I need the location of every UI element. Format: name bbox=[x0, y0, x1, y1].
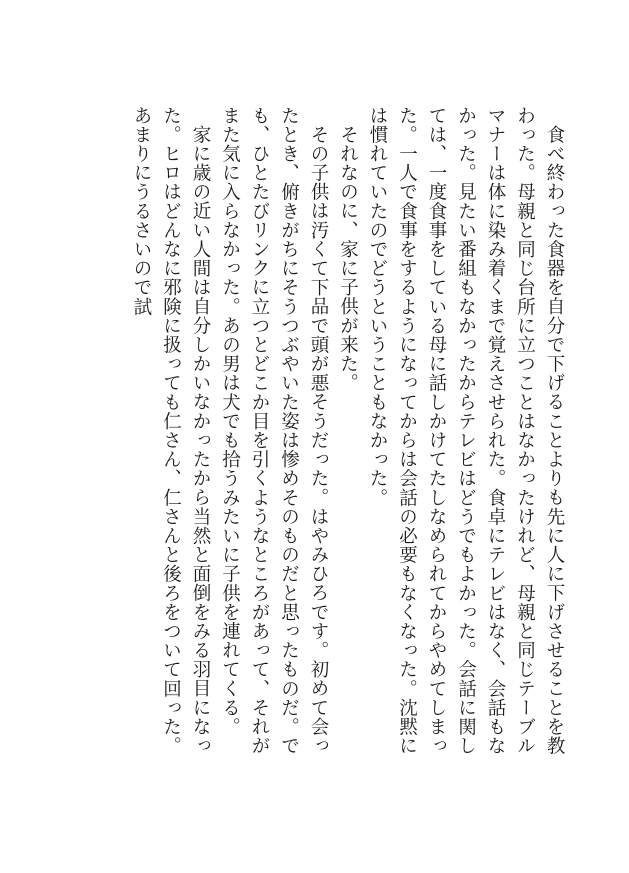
paragraph-3: その子供は汚くて下品で頭が悪そうだった。はやみひろです。初めて会ったとき、俯きがちにそうつぶやいた姿は惨めそのものだと思ったものだ。でも、ひとたびリンクに立つとどこか目を引くようなところがあって、それがまた気に入らなかった。あの男は犬でも拾うみたいに子供を連れてくる。 bbox=[219, 106, 329, 756]
paragraph-1: 食べ終わった食器を自分で下げることよりも先に人に下げさせることを教わった。母親と同じ台所に立つことはなかったけれど、母親と同じテーブルマナーは体に染み着くまで覚えさせられた。食卓にテレビはなく、会話もなかった。見たい番組もなかったからテレビはどうでもよかった。会話に関しては、一度食事をしている母に話しかけてたしなめられてからやめてしまった。一人で食事をするようになってからは会話の必要もなくなった。沈黙には慣れていたのでどうということもなかった。 bbox=[367, 106, 565, 756]
paragraph-4: 家に歳の近い人間は自分しかいなかったから当然と面倒をみる羽目になった。ヒロはどんなに邪険に扱っても仁さん、仁さんと後ろをついて回った。あまりにうるさいので試 bbox=[131, 106, 211, 756]
paragraph-2: それなのに、家に子供が来た。 bbox=[337, 124, 359, 392]
vertical-text-body bbox=[127, 106, 570, 766]
